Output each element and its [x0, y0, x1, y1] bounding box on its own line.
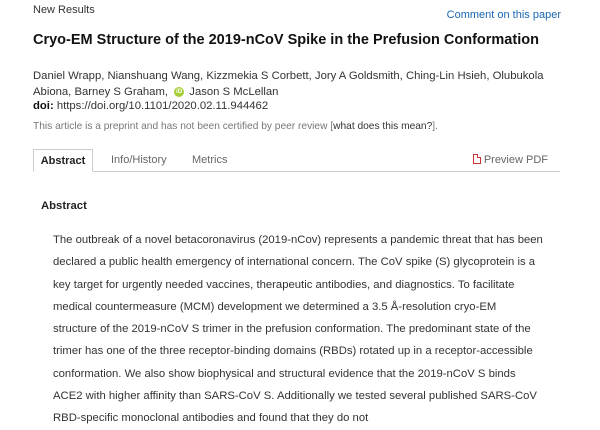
- pdf-file-icon: [473, 154, 481, 164]
- author-list: [33, 68, 573, 100]
- author-names[interactable]: Daniel Wrapp, Nianshuang Wang, Kizzmekia S Corbett, Jory A Goldsmith, Ching-Lin Hsieh, Olubukola Abiona, Barney S Graham,: [33, 70, 544, 98]
- preprint-notice: [33, 121, 438, 132]
- doi-row: [33, 100, 268, 112]
- article-tabs: [33, 149, 560, 172]
- orcid-icon[interactable]: iD: [176, 89, 183, 96]
- preprint-notice-text: This article is a preprint and has not been certified by peer review [: [33, 121, 334, 132]
- preview-pdf-button[interactable]: [473, 149, 548, 171]
- author-name-last[interactable]: Jason S McLellan: [189, 86, 279, 98]
- doi-link[interactable]: https://doi.org/10.1101/2020.02.11.944462: [56, 100, 269, 112]
- what-does-this-mean-link[interactable]: what does this mean?: [333, 121, 433, 132]
- comment-on-paper-link[interactable]: Comment on this paper: [446, 9, 561, 21]
- article-title: Cryo-EM Structure of the 2019-nCoV Spike in the Prefusion Conformation: [33, 32, 539, 48]
- tab-info-history[interactable]: Info/History: [111, 154, 167, 166]
- abstract-text: The outbreak of a novel betacoronavirus (2019-nCov) represents a pandemic threat that has been declared a public health emergency of international concern. The CoV spike (S) glycoprotein is a key target for urgently needed vaccines, therapeutic antibodies, and diagnostics. To facilitate medical countermeasure (MCM) development we determined a 3.5 Å-resolution cryo-EM structure of the 2019-nCoV S trimer in the prefusion conformation. The predominant state of the trimer has one of the three receptor-binding domains (RBDs) rotated up in a receptor-accessible conformation. We also show biophysical and structural evidence that the 2019-nCoV S binds ACE2 with higher affinity than SARS-CoV S. Additionally we tested several published SARS-CoV RBD-specific monoclonal antibodies and found that they do not: [53, 234, 543, 425]
- doi-label: doi:: [33, 100, 54, 112]
- abstract-heading: Abstract: [41, 200, 87, 212]
- preprint-notice-close: ].: [432, 121, 438, 132]
- tab-metrics[interactable]: Metrics: [192, 154, 228, 166]
- tab-abstract[interactable]: Abstract: [33, 149, 93, 172]
- section-label: New Results: [33, 4, 95, 16]
- preview-pdf-label: Preview PDF: [483, 154, 548, 166]
